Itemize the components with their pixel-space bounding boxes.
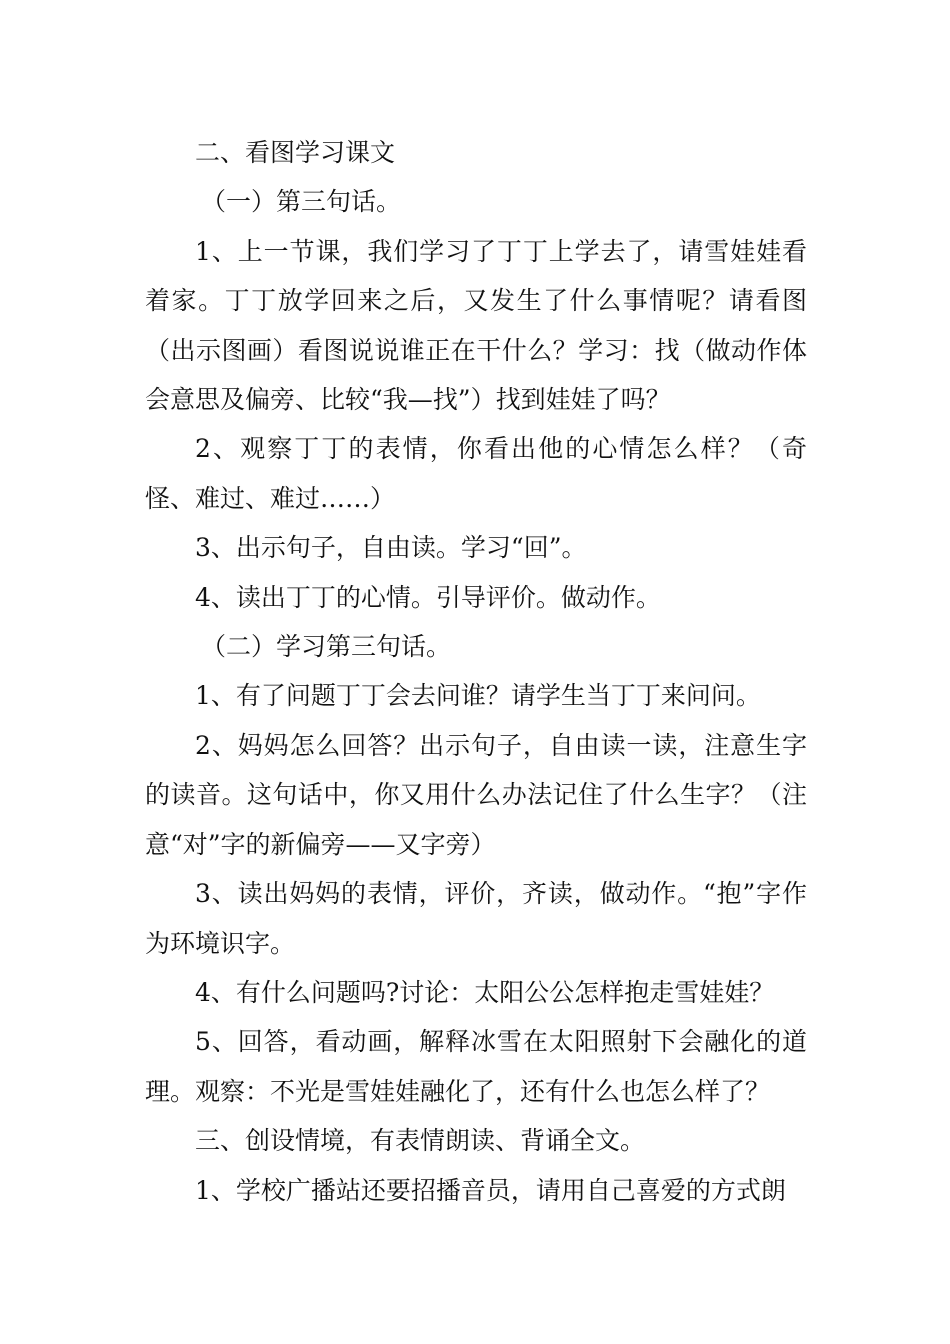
paragraph-step-4b: 4、有什么问题吗?讨论：太阳公公怎样抱走雪娃娃？ <box>195 977 775 1007</box>
section-heading-3: 三、创设情境，有表情朗读、背诵全文。 <box>195 1126 646 1156</box>
paragraph-step-3b: 3、读出妈妈的表情，评价，齐读，做动作。“抱”字作为环境识字。 <box>145 879 807 958</box>
paragraph-step-3: 3、出示句子，自由读。学习“回”。 <box>195 533 587 563</box>
paragraph-step-5b: 5、回答，看动画，解释冰雪在太阳照射下会融化的道理。观察：不光是雪娃娃融化了，还有什么也怎么样了？ <box>145 1027 807 1106</box>
paragraph-step-4: 4、读出丁丁的心情。引导评价。做动作。 <box>195 582 661 612</box>
subsection-heading-2: （二）学习第三句话。 <box>201 632 452 662</box>
section-heading-2: 二、看图学习课文 <box>195 138 396 167</box>
paragraph-step-1b: 1、有了问题丁丁会去问谁？请学生当丁丁来问问。 <box>195 681 761 711</box>
paragraph-step-2b: 2、妈妈怎么回答？出示句子，自由读一读，注意生字的读音。这句话中，你又用什么办法记住了什么生字？（注意“对”字的新偏旁——又字旁） <box>145 730 807 859</box>
paragraph-step-2: 2、观察丁丁的表情，你看出他的心情怎么样？（奇怪、难过、难过……） <box>145 434 807 513</box>
subsection-heading-1: （一）第三句话。 <box>201 187 402 217</box>
document-body <box>145 128 807 1215</box>
paragraph-step-1c: 1、学校广播站还要招播音员，请用自己喜爱的方式朗 <box>195 1175 786 1205</box>
paragraph-step-1: 1、上一节课，我们学习了丁丁上学去了，请雪娃娃看着家。丁丁放学回来之后，又发生了什么事情呢？请看图（出示图画）看图说说谁正在干什么？学习：找（做动作体会意思及偏旁、比较“我—找”）找到娃娃了吗？ <box>145 236 807 415</box>
